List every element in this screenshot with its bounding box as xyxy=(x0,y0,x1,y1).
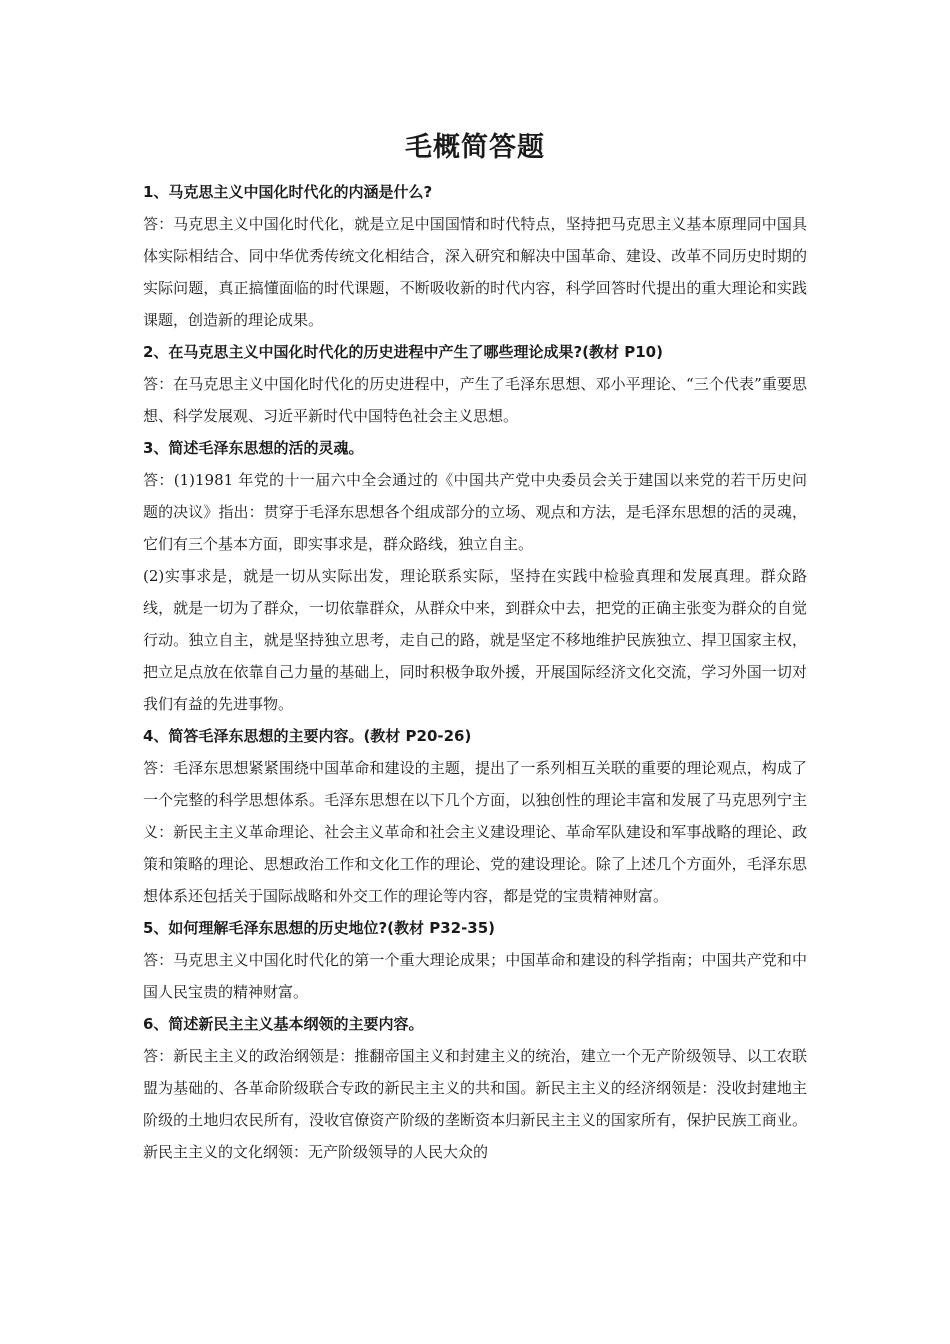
question-5: 5、如何理解毛泽东思想的历史地位?(教材 P32-35) xyxy=(143,919,496,937)
answer-3-part-1: 答：(1)1981 年党的十一届六中全会通过的《中国共产党中央委员会关于建国以来党的若干历史问题的决议》指出：贯穿于毛泽东思想各个组成部分的立场、观点和方法，是毛泽东思想的活的灵魂，它们有三个基本方面，即实事求是，群众路线，独立自主。 xyxy=(143,471,807,553)
answer-6: 答：新民主主义的政治纲领是：推翻帝国主义和封建主义的统治，建立一个无产阶级领导、以工农联盟为基础的、各革命阶级联合专政的新民主主义的共和国。新民主主义的经济纲领是：没收封建地主阶级的土地归农民所有，没收官僚资产阶级的垄断资本归新民主主义的国家所有，保护民族工商业。新民主主义的文化纲领：无产阶级领导的人民大众的 xyxy=(143,1047,807,1161)
answer-3-part-2: (2)实事求是，就是一切从实际出发，理论联系实际，坚持在实践中检验真理和发展真理。群众路线，就是一切为了群众，一切依靠群众，从群众中来，到群众中去，把党的正确主张变为群众的自觉行动。独立自主，就是坚持独立思考，走自己的路，就是坚定不移地维护民族独立、捍卫国家主权，把立足点放在依靠自己力量的基础上，同时积极争取外援，开展国际经济文化交流，学习外国一切对我们有益的先进事物。 xyxy=(143,567,807,713)
answer-2: 答：在马克思主义中国化时代化的历史进程中，产生了毛泽东思想、邓小平理论、“三个代表”重要思想、科学发展观、习近平新时代中国特色社会主义思想。 xyxy=(143,375,807,425)
document-page xyxy=(143,128,807,1168)
qa-item-3 xyxy=(143,432,807,720)
document-title: 毛概简答题 xyxy=(405,132,545,163)
question-3: 3、简述毛泽东思想的活的灵魂。 xyxy=(143,439,364,457)
answer-5: 答：马克思主义中国化时代化的第一个重大理论成果；中国革命和建设的科学指南；中国共产党和中国人民宝贵的精神财富。 xyxy=(143,951,807,1001)
qa-item-1 xyxy=(143,176,807,336)
answer-1: 答：马克思主义中国化时代化，就是立足中国国情和时代特点，坚持把马克思主义基本原理同中国具体实际相结合、同中华优秀传统文化相结合，深入研究和解决中国革命、建设、改革不同历史时期的实际问题，真正搞懂面临的时代课题，不断吸收新的时代内容，科学回答时代提出的重大理论和实践课题，创造新的理论成果。 xyxy=(143,215,807,329)
question-2: 2、在马克思主义中国化时代化的历史进程中产生了哪些理论成果?(教材 P10) xyxy=(143,343,663,361)
qa-item-5 xyxy=(143,912,807,1008)
question-1: 1、马克思主义中国化时代化的内涵是什么? xyxy=(143,183,433,201)
answer-4: 答：毛泽东思想紧紧围绕中国革命和建设的主题，提出了一系列相互关联的重要的理论观点，构成了一个完整的科学思想体系。毛泽东思想在以下几个方面，以独创性的理论丰富和发展了马克思列宁主义：新民主主义革命理论、社会主义革命和社会主义建设理论、革命军队建设和军事战略的理论、政策和策略的理论、思想政治工作和文化工作的理论、党的建设理论。除了上述几个方面外，毛泽东思想体系还包括关于国际战略和外交工作的理论等内容，都是党的宝贵精神财富。 xyxy=(143,759,807,905)
qa-item-6 xyxy=(143,1008,807,1168)
question-6: 6、简述新民主主义基本纲领的主要内容。 xyxy=(143,1015,424,1033)
question-4: 4、简答毛泽东思想的主要内容。(教材 P20-26) xyxy=(143,727,472,745)
qa-item-2 xyxy=(143,336,807,432)
qa-item-4 xyxy=(143,720,807,912)
